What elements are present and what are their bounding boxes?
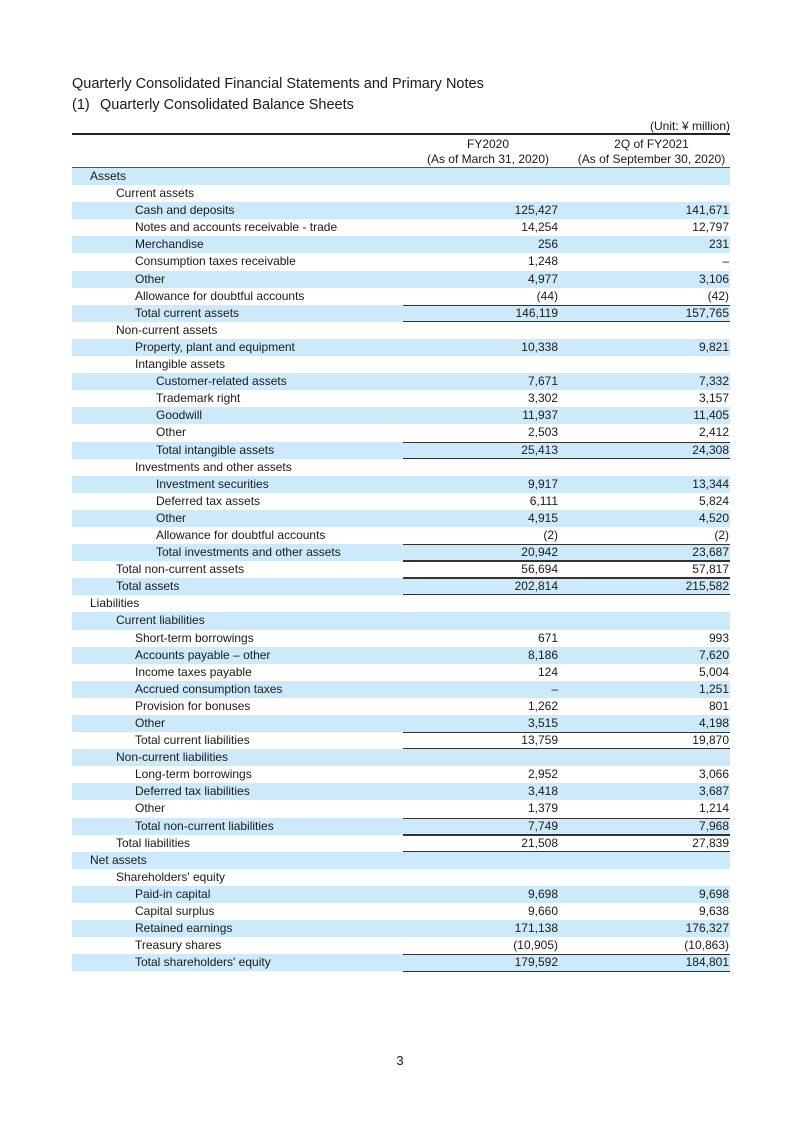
table-row [72, 219, 730, 236]
row-label: Income taxes payable [135, 664, 252, 679]
value-2q-fy2021: – [722, 254, 729, 269]
table-row [72, 766, 730, 783]
value-2q-fy2021: 3,157 [698, 391, 729, 406]
value-2q-fy2021: 3,687 [698, 784, 729, 799]
table-row [72, 253, 730, 270]
total-rule [403, 305, 730, 306]
table-row [72, 783, 730, 800]
value-2q-fy2021: 1,251 [698, 681, 729, 696]
value-fy2020: 9,660 [527, 904, 558, 919]
table-total-row [72, 578, 730, 595]
value-2q-fy2021 [573, 612, 729, 629]
table-row [72, 681, 730, 698]
value-fy2020: 20,942 [521, 545, 558, 560]
table-row [72, 202, 730, 219]
total-rule [403, 732, 730, 733]
row-label: Total assets [116, 579, 180, 594]
row-label: Total current liabilities [135, 733, 250, 748]
value-2q-fy2021: 11,405 [693, 408, 729, 423]
value-fy2020: 13,759 [521, 733, 558, 748]
value-2q-fy2021: 801 [708, 698, 729, 713]
value-2q-fy2021: 176,327 [685, 921, 729, 936]
total-rule [403, 442, 730, 443]
value-2q-fy2021: 24,308 [692, 442, 729, 457]
total-rule [403, 544, 730, 545]
table-row [72, 886, 730, 903]
row-label: Treasury shares [135, 938, 222, 953]
value-2q-fy2021: 13,344 [692, 476, 729, 491]
value-2q-fy2021: 2,412 [698, 425, 729, 440]
row-label: Notes and accounts receivable - trade [135, 220, 338, 235]
value-2q-fy2021: 5,824 [698, 493, 729, 508]
value-fy2020: 9,917 [527, 476, 558, 491]
value-2q-fy2021: 993 [708, 630, 729, 645]
row-label: Other [135, 271, 166, 286]
value-fy2020: 671 [537, 630, 558, 645]
table-total-row [72, 818, 730, 835]
table-row [72, 800, 730, 817]
table-row [72, 903, 730, 920]
table-row [72, 664, 730, 681]
row-label: Trademark right [156, 391, 241, 406]
value-fy2020: – [551, 681, 558, 696]
value-2q-fy2021: 5,004 [698, 664, 729, 679]
value-2q-fy2021: 12,797 [692, 220, 729, 235]
value-2q-fy2021: 3,106 [698, 271, 729, 286]
balance-sheet-table [72, 133, 730, 971]
table-row [72, 373, 730, 390]
row-label: Current assets [116, 186, 195, 201]
table-row [72, 527, 730, 544]
table-row [72, 630, 730, 647]
value-2q-fy2021: (10,863) [684, 938, 729, 953]
value-fy2020: 256 [537, 237, 558, 252]
table-row [72, 612, 730, 629]
value-2q-fy2021 [573, 595, 729, 612]
value-fy2020: 14,254 [521, 220, 558, 235]
unit-label: (Unit: ¥ million) [649, 119, 730, 133]
value-2q-fy2021: 7,620 [698, 647, 729, 662]
value-fy2020: 11,937 [522, 408, 558, 423]
value-fy2020: 7,749 [527, 818, 558, 833]
value-2q-fy2021: 7,332 [698, 374, 729, 389]
row-label: Investments and other assets [135, 459, 292, 474]
total-rule [403, 835, 730, 836]
row-label: Net assets [90, 852, 147, 867]
value-fy2020: 3,302 [527, 391, 558, 406]
table-row [72, 236, 730, 253]
value-2q-fy2021 [573, 459, 729, 476]
value-fy2020: 10,338 [521, 339, 558, 354]
row-label: Total non-current assets [116, 562, 245, 577]
value-fy2020: (2) [543, 527, 558, 542]
value-2q-fy2021 [573, 356, 729, 373]
table-row [72, 168, 730, 185]
table-row [72, 322, 730, 339]
total-rule [403, 561, 730, 562]
row-label: Total investments and other assets [156, 545, 341, 560]
row-label: Intangible assets [135, 357, 226, 372]
section-heading [72, 97, 354, 113]
value-2q-fy2021: (2) [714, 527, 729, 542]
row-label: Accrued consumption taxes [135, 681, 283, 696]
value-fy2020: 56,694 [521, 562, 558, 577]
row-label: Liabilities [90, 596, 140, 611]
value-fy2020 [403, 612, 558, 629]
value-fy2020: 25,413 [521, 442, 558, 457]
value-fy2020: 4,977 [527, 271, 558, 286]
row-label: Merchandise [135, 237, 204, 252]
table-total-row [72, 561, 730, 578]
value-fy2020: 1,379 [527, 801, 558, 816]
row-label: Other [135, 801, 166, 816]
row-label: Capital surplus [135, 904, 215, 919]
table-row [72, 356, 730, 373]
value-2q-fy2021: 9,698 [698, 886, 729, 901]
column-header-line2: (As of September 30, 2020) [577, 151, 726, 166]
row-label: Allowance for doubtful accounts [135, 288, 305, 303]
row-label: Non-current liabilities [116, 750, 229, 765]
value-fy2020: 1,262 [527, 698, 558, 713]
table-row [72, 288, 730, 305]
table-row [72, 715, 730, 732]
row-label: Accounts payable – other [135, 647, 271, 662]
value-fy2020: 202,814 [514, 579, 558, 594]
value-fy2020 [403, 185, 558, 202]
row-label: Total intangible assets [156, 442, 275, 457]
table-header [72, 135, 730, 168]
value-fy2020: 2,503 [527, 425, 558, 440]
value-fy2020: 171,138 [514, 921, 558, 936]
row-label: Non-current assets [116, 322, 218, 337]
row-label: Goodwill [156, 408, 203, 423]
value-fy2020 [403, 595, 558, 612]
value-2q-fy2021 [573, 185, 729, 202]
page-number: 3 [396, 1053, 404, 1068]
value-2q-fy2021: 27,839 [692, 835, 729, 850]
value-fy2020 [403, 749, 558, 766]
value-fy2020: 124 [537, 664, 558, 679]
row-label: Total non-current liabilities [135, 818, 274, 833]
row-label: Customer-related assets [156, 374, 287, 389]
table-row [72, 920, 730, 937]
value-fy2020: (44) [536, 288, 558, 303]
value-2q-fy2021: 4,520 [698, 510, 729, 525]
value-fy2020: 7,671 [527, 374, 558, 389]
table-total-row [72, 732, 730, 749]
table-total-row [72, 305, 730, 322]
row-label: Other [156, 510, 187, 525]
value-2q-fy2021 [573, 749, 729, 766]
row-label: Paid-in capital [135, 886, 211, 901]
value-2q-fy2021 [573, 852, 729, 869]
value-2q-fy2021: 19,870 [692, 733, 729, 748]
table-row [72, 698, 730, 715]
value-fy2020 [403, 356, 558, 373]
value-fy2020: 3,515 [527, 716, 558, 730]
table-row [72, 493, 730, 510]
value-2q-fy2021: 215,582 [685, 579, 729, 594]
row-label: Allowance for doubtful accounts [156, 527, 326, 542]
table-row [72, 459, 730, 476]
column-header-2q-fy2021 [573, 135, 730, 167]
value-fy2020: 2,952 [527, 767, 558, 782]
section-title: Quarterly Consolidated Balance Sheets [100, 97, 354, 113]
table-row [72, 390, 730, 407]
value-2q-fy2021: 7,968 [698, 818, 729, 833]
value-2q-fy2021 [573, 168, 729, 185]
table-row [72, 185, 730, 202]
value-fy2020: 4,915 [527, 510, 558, 525]
row-label: Assets [90, 169, 127, 183]
table-row [72, 510, 730, 527]
value-2q-fy2021: 1,214 [698, 801, 729, 816]
value-fy2020 [403, 869, 558, 886]
row-label: Current liabilities [116, 613, 205, 628]
row-label: Long-term borrowings [135, 767, 252, 782]
total-rule [403, 954, 730, 955]
row-label: Total liabilities [116, 835, 191, 850]
table-total-row [72, 835, 730, 852]
row-label: Total shareholders' equity [135, 955, 271, 970]
row-label: Shareholders' equity [116, 869, 226, 884]
value-2q-fy2021: 9,821 [698, 339, 729, 354]
value-fy2020: 125,427 [514, 203, 558, 218]
value-2q-fy2021: 9,638 [698, 904, 729, 919]
row-label: Deferred tax liabilities [135, 784, 250, 799]
table-row [72, 476, 730, 493]
value-fy2020 [403, 852, 558, 869]
table-row [72, 407, 730, 424]
value-fy2020: 8,186 [527, 647, 558, 662]
header-label-cell [72, 135, 403, 167]
table-row [72, 647, 730, 664]
total-rule [403, 578, 730, 579]
row-label: Retained earnings [135, 921, 233, 936]
value-fy2020: 146,119 [515, 305, 558, 320]
value-2q-fy2021: 141,671 [685, 203, 729, 218]
row-label: Property, plant and equipment [135, 339, 295, 354]
value-2q-fy2021: 231 [708, 237, 729, 252]
table-row [72, 937, 730, 954]
value-fy2020: 21,508 [521, 835, 558, 850]
row-label: Cash and deposits [135, 203, 235, 218]
value-fy2020: 179,592 [514, 955, 558, 970]
document-title: Quarterly Consolidated Financial Statements and Primary Notes [72, 76, 484, 92]
table-row [72, 339, 730, 356]
table-row [72, 271, 730, 288]
table-total-row [72, 442, 730, 459]
table-total-row [72, 954, 730, 971]
value-2q-fy2021: 23,687 [692, 545, 729, 560]
value-fy2020: 1,248 [527, 254, 558, 269]
value-2q-fy2021: 157,765 [685, 305, 729, 320]
value-fy2020: 3,418 [527, 784, 558, 799]
row-label: Other [156, 425, 187, 440]
table-body [72, 168, 730, 971]
table-row [72, 749, 730, 766]
section-number: (1) [72, 97, 90, 113]
value-2q-fy2021: 3,066 [698, 767, 729, 782]
value-2q-fy2021: 184,801 [685, 955, 729, 970]
row-label: Deferred tax assets [156, 493, 261, 508]
value-fy2020: 9,698 [527, 886, 558, 901]
column-header-line1: FY2020 [466, 137, 510, 151]
table-row [72, 424, 730, 441]
table-row [72, 852, 730, 869]
total-rule [403, 818, 730, 819]
table-row [72, 595, 730, 612]
row-label: Investment securities [156, 476, 269, 491]
value-2q-fy2021 [573, 322, 729, 339]
table-total-row [72, 544, 730, 561]
row-label: Total current assets [135, 305, 240, 320]
value-fy2020 [403, 168, 558, 185]
value-2q-fy2021: (42) [707, 288, 729, 303]
row-label: Short-term borrowings [135, 630, 254, 645]
value-fy2020: (10,905) [513, 938, 558, 953]
column-header-fy2020 [403, 135, 573, 167]
column-header-line2: (As of March 31, 2020) [426, 151, 550, 166]
column-header-line1: 2Q of FY2021 [614, 137, 689, 151]
value-2q-fy2021 [573, 869, 729, 886]
row-label: Consumption taxes receivable [135, 254, 296, 269]
row-label: Other [135, 716, 166, 730]
value-fy2020: 6,111 [529, 493, 558, 508]
value-2q-fy2021: 4,198 [698, 716, 729, 730]
row-label: Provision for bonuses [135, 698, 251, 713]
value-fy2020 [403, 459, 558, 476]
value-2q-fy2021: 57,817 [692, 562, 729, 577]
table-row [72, 869, 730, 886]
value-fy2020 [403, 322, 558, 339]
